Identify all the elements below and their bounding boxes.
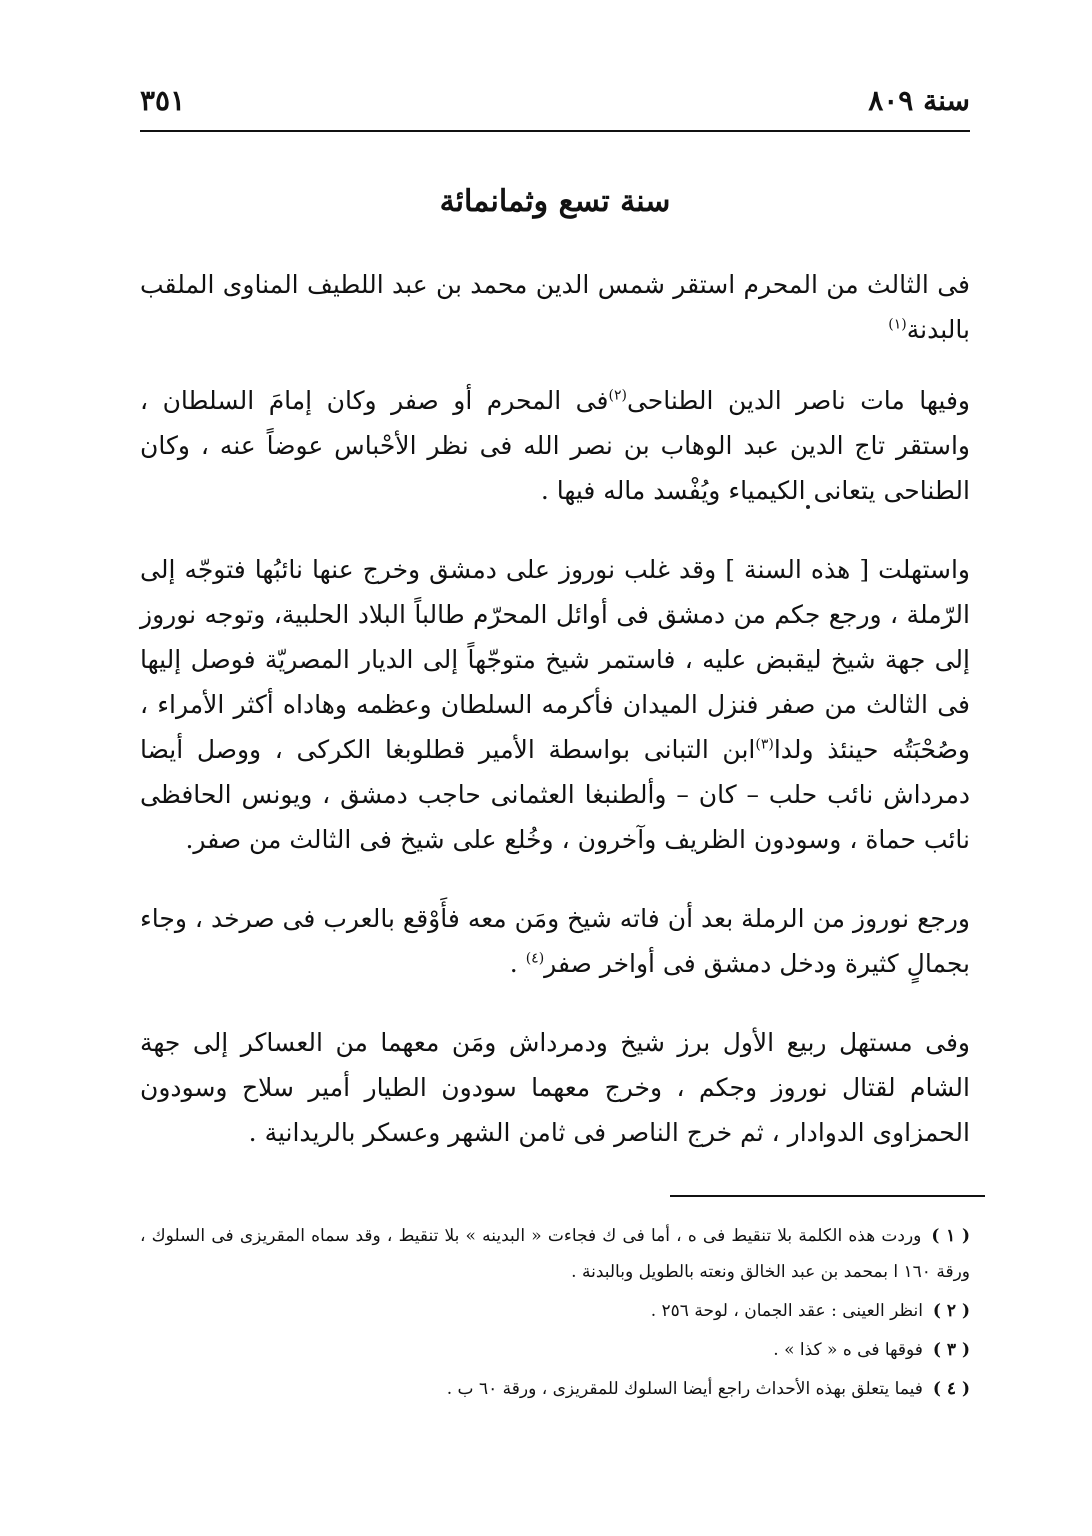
paragraph-1 bbox=[140, 262, 970, 352]
page-number: ٣٥١ bbox=[140, 84, 186, 117]
footnote-divider bbox=[670, 1195, 985, 1197]
footnote-1-text: وردت هذه الكلمة بلا تنقيط فى ه ، أما فى ك فجاءت « البدينه » بلا تنقيط ، وقد سماه المقريزى فى السلوك ، ورقة ١٦٠ ا بمحمد بن عبد الخالق ونعته بالطويل وبالبدنة . bbox=[140, 1226, 970, 1282]
footnote-3-text: فوقها فى ه « كذا » . bbox=[773, 1340, 923, 1360]
paragraph-4-text-after: . bbox=[509, 949, 526, 978]
paragraph-2-text-after: فى المحرم أو صفر وكان إمامَ السلطان ، واستقر تاج الدين عبد الوهاب بن نصر الله فى نظر الأحْباس عوضاً عنه ، وكان الطناحى يتعانى الكيمياء ويُفْسد ماله فيها . bbox=[140, 386, 970, 505]
chapter-title: سنة تسع وثمانمائة bbox=[439, 184, 671, 219]
footnotes bbox=[140, 1218, 970, 1410]
footnote-4 bbox=[140, 1371, 970, 1407]
footnote-3-number: ( ٣ ) bbox=[932, 1340, 970, 1360]
running-header bbox=[140, 80, 970, 132]
main-text bbox=[140, 262, 970, 1189]
footnote-2 bbox=[140, 1293, 970, 1329]
paragraph-5-text: وفى مستهل ربيع الأول برز شيخ ودمرداش ومَن معهما من العساكر إلى جهة الشام لقتال نوروز وجكم ، وخرج معهما سودون الطيار أمير سلاح وسودون الحمزاوى الدوادار ، ثم خرج الناصر فى ثامن الشهر وعسكر بالريدانية . bbox=[140, 1028, 970, 1147]
footnote-ref-4: (٤) bbox=[525, 950, 545, 967]
header-year: سنة ٨٠٩ bbox=[868, 84, 970, 117]
footnote-2-number: ( ٢ ) bbox=[932, 1301, 970, 1321]
footnote-ref-3: (٣) bbox=[755, 736, 774, 753]
paragraph-5 bbox=[140, 1020, 970, 1155]
footnote-2-text: انظر العينى : عقد الجمان ، لوحة ٢٥٦ . bbox=[650, 1301, 923, 1321]
paragraph-3-text-after: ابن التبانى بواسطة الأمير قطلوبغا الكركى ، ووصل أيضا دمرداش نائب حلب – كان – وألطنبغا العثمانى حاجب دمشق ، ويونس الحافظى نائب حماة ، وسودون الظريف وآخرون ، وخُلع على شيخ فى الثالث من صفر. bbox=[140, 735, 970, 854]
footnote-4-text: فيما يتعلق بهذه الأحداث راجع أيضا السلوك للمقريزى ، ورقة ٦٠ ب . bbox=[446, 1379, 923, 1399]
paragraph-2-text-before: وفيها مات ناصر الدين الطناحى bbox=[626, 386, 970, 415]
paragraph-3 bbox=[140, 547, 970, 862]
paragraph-2 bbox=[140, 378, 970, 513]
footnote-ref-1: (١) bbox=[888, 316, 907, 333]
footnote-1 bbox=[140, 1218, 970, 1290]
paragraph-1-text: فى الثالث من المحرم استقر شمس الدين محمد بن عبد اللطيف المناوى الملقب بالبدنة bbox=[140, 270, 970, 344]
print-speck bbox=[806, 505, 810, 509]
paragraph-3-text-before: واستهلت [ هذه السنة ] وقد غلب نوروز على دمشق وخرج عنها نائبُها فتوجّه إلى الرّملة ، ورجع جكم من دمشق فى أوائل المحرّم طالباً البلاد الحلبية، وتوجه نوروز إلى جهة شيخ ليقبض عليه ، فاستمر شيخ متوجّهاً إلى الديار المصريّة فوصل إليها فى الثالث من صفر فنزل الميدان فأكرمه السلطان وعظمه وهاداه أكثر الأمراء ، وصُحْبَتُه حينئذ ولدا bbox=[140, 555, 970, 764]
paragraph-4 bbox=[140, 896, 970, 986]
footnote-4-number: ( ٤ ) bbox=[932, 1379, 970, 1399]
footnote-1-number: ( ١ ) bbox=[931, 1226, 971, 1246]
footnote-3 bbox=[140, 1332, 970, 1368]
paragraph-4-text-before: ورجع نوروز من الرملة بعد أن فاته شيخ ومَن معه فأَوْقع بالعرب فى صرخد ، وجاء بجمالٍ كثيرة ودخل دمشق فى أواخر صفر bbox=[140, 904, 970, 978]
footnote-ref-2: (٢) bbox=[608, 387, 627, 404]
